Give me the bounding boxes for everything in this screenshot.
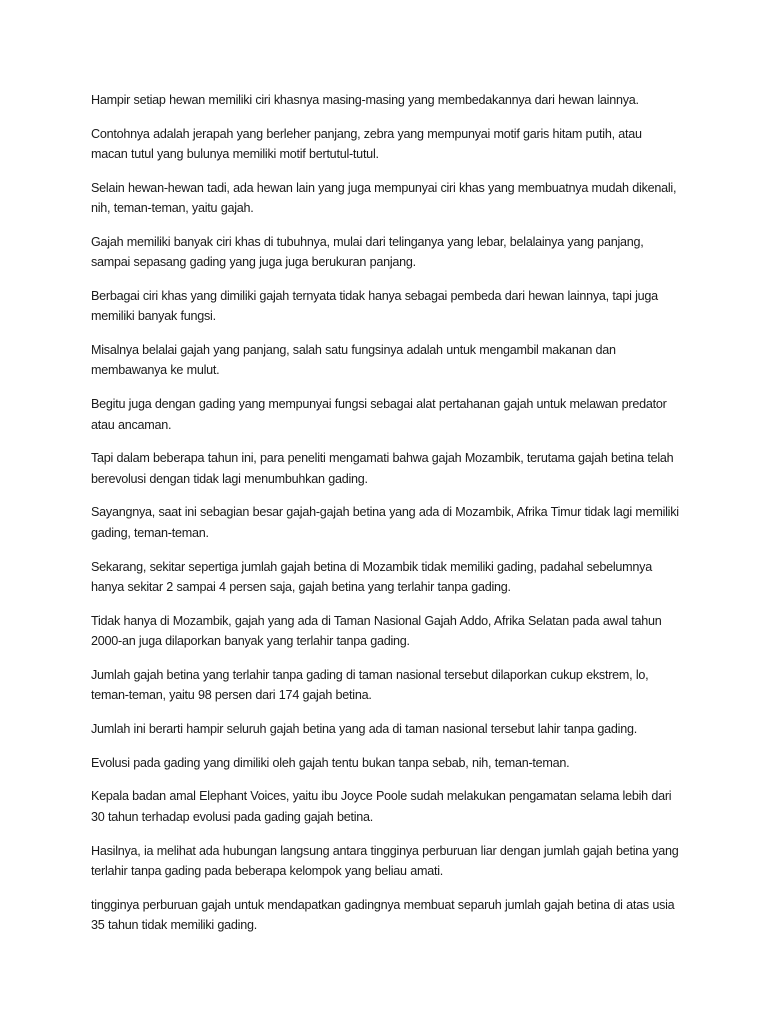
paragraph: Tapi dalam beberapa tahun ini, para peneliti mengamati bahwa gajah Mozambik, terutama gajah betina telah berevolusi dengan tidak lagi menumbuhkan gading. [91, 451, 674, 486]
paragraph: Begitu juga dengan gading yang mempunyai fungsi sebagai alat pertahanan gajah untuk melawan predator atau ancaman. [91, 397, 667, 432]
paragraph: tingginya perburuan gajah untuk mendapatkan gadingnya membuat separuh jumlah gajah betina di atas usia 35 tahun tidak memiliki gading. [91, 897, 675, 932]
paragraph: Misalnya belalai gajah yang panjang, salah satu fungsinya adalah untuk mengambil makanan dan membawanya ke mulut. [91, 343, 616, 378]
paragraph: Hasilnya, ia melihat ada hubungan langsung antara tingginya perburuan liar dengan jumlah gajah betina yang terlahir tanpa gading pada beberapa kelompok yang beliau amati. [91, 843, 679, 878]
paragraph: Sekarang, sekitar sepertiga jumlah gajah betina di Mozambik tidak memiliki gading, padahal sebelumnya hanya sekitar 2 sampai 4 persen saja, gajah betina yang terlahir tanpa gading. [91, 559, 652, 594]
paragraph: Selain hewan-hewan tadi, ada hewan lain yang juga mempunyai ciri khas yang membuatnya mudah dikenali, nih, teman-teman, yaitu gajah. [91, 180, 677, 216]
paragraph: Kepala badan amal Elephant Voices, yaitu ibu Joyce Poole sudah melakukan pengamatan selama lebih dari 30 tahun terhadap evolusi pada gading gajah betina. [91, 789, 672, 824]
paragraph: Evolusi pada gading yang dimiliki oleh gajah tentu bukan tanpa sebab, nih, teman-teman. [91, 755, 570, 770]
paragraph: Contohnya adalah jerapah yang berleher panjang, zebra yang mempunyai motif garis hitam putih, atau macan tutul yang bulunya memiliki motif bertutul-tutul. [91, 126, 642, 162]
paragraph: Gajah memiliki banyak ciri khas di tubuhnya, mulai dari telinganya yang lebar, belalainya yang panjang, sampai sepasang gading yang juga juga berukuran panjang. [91, 234, 644, 270]
paragraph: Jumlah gajah betina yang terlahir tanpa gading di taman nasional tersebut dilaporkan cukup ekstrem, lo, teman-teman, yaitu 98 persen dari 174 gajah betina. [91, 667, 649, 703]
document-body [91, 90, 681, 949]
paragraph: Berbagai ciri khas yang dimiliki gajah ternyata tidak hanya sebagai pembeda dari hewan lainnya, tapi juga memiliki banyak fungsi. [91, 289, 658, 324]
paragraph: Sayangnya, saat ini sebagian besar gajah-gajah betina yang ada di Mozambik, Afrika Timur tidak lagi memiliki gading, teman-teman. [91, 505, 679, 540]
paragraph: Jumlah ini berarti hampir seluruh gajah betina yang ada di taman nasional tersebut lahir tanpa gading. [91, 721, 637, 736]
paragraph: Tidak hanya di Mozambik, gajah yang ada di Taman Nasional Gajah Addo, Afrika Selatan pada awal tahun 2000-an juga dilaporkan banyak yang terlahir tanpa gading. [91, 613, 662, 648]
paragraph: Hampir setiap hewan memiliki ciri khasnya masing-masing yang membedakannya dari hewan lainnya. [91, 93, 639, 107]
